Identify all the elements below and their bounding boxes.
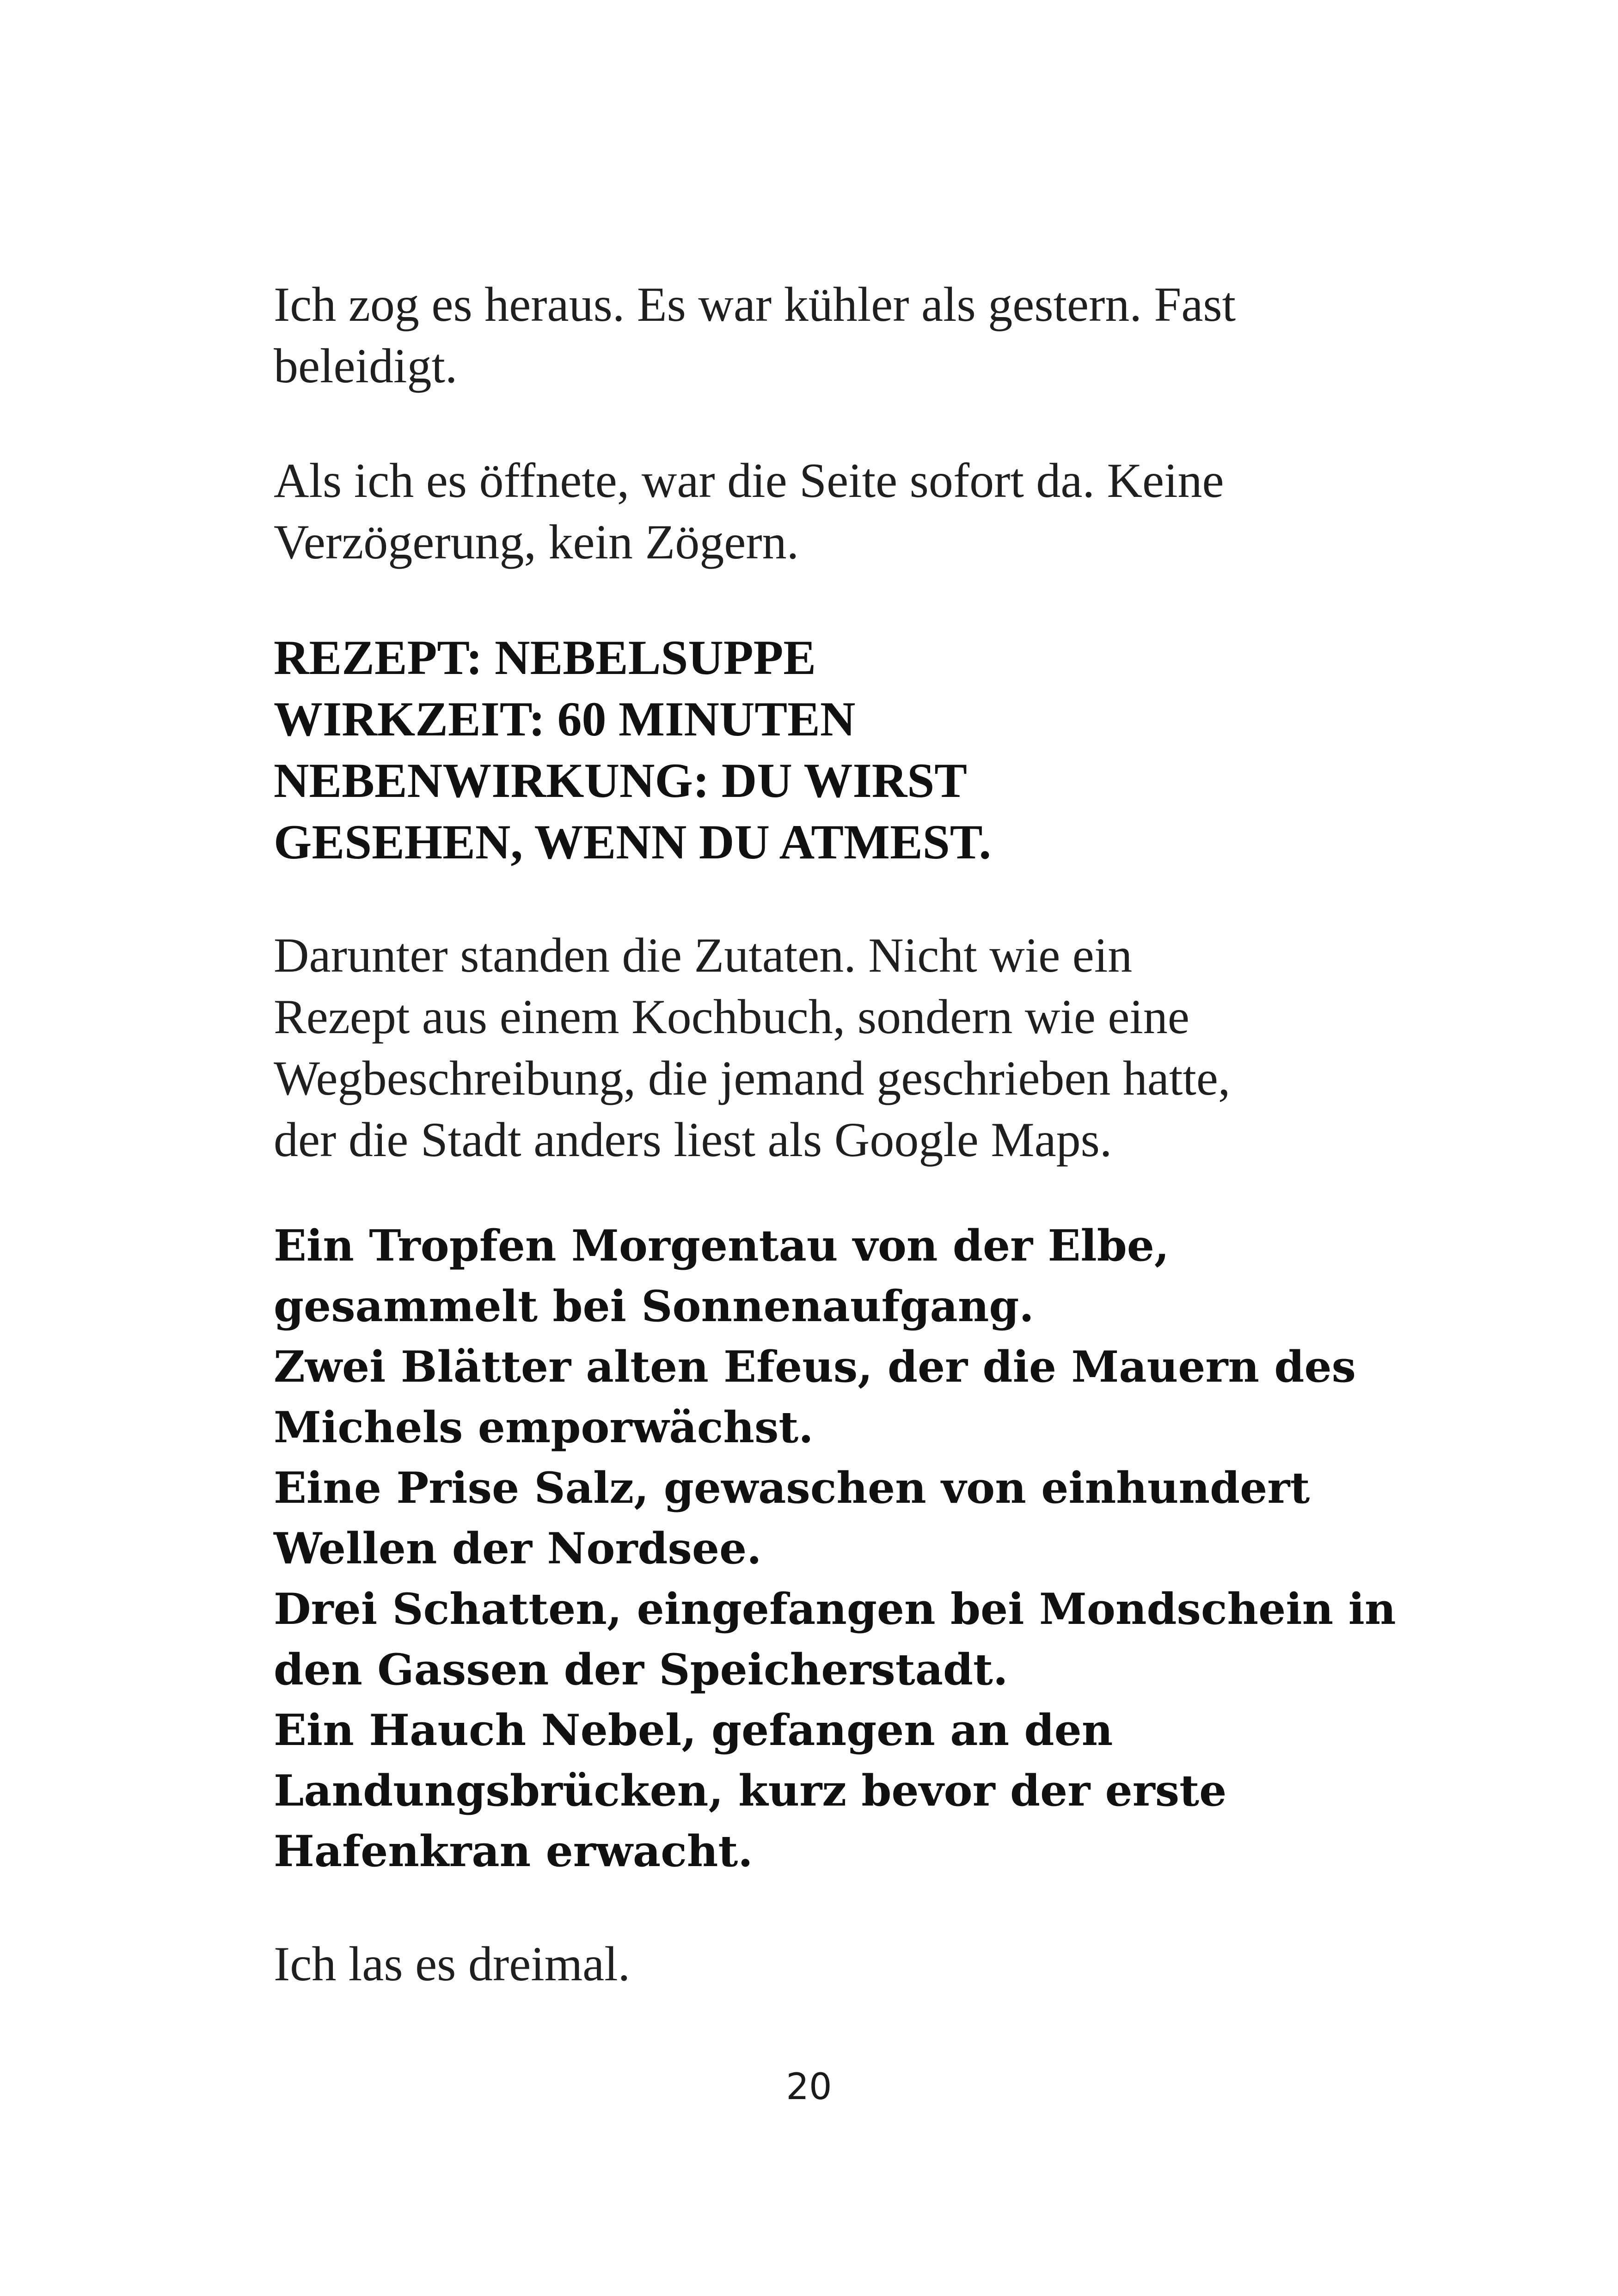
recipe-header — [274, 627, 1392, 873]
ingredient-line: Ein Hauch Nebel, gefangen an den — [274, 1705, 1113, 1755]
text-line: Ich las es dreimal. — [274, 1937, 631, 1991]
recipe-duration: WIRKZEIT: 60 MINUTEN — [274, 692, 856, 746]
text-line: Als ich es öffnete, war die Seite sofort da. Keine — [274, 453, 1224, 508]
ingredient-line: Drei Schatten, eingefangen bei Mondschein in — [274, 1584, 1396, 1634]
ingredient-line: gesammelt bei Sonnenaufgang. — [274, 1281, 1034, 1331]
ingredient-line: Zwei Blätter alten Efeus, der die Mauern des — [274, 1341, 1356, 1392]
page-number: 20 — [786, 2066, 832, 2108]
ingredient-line: Wellen der Nordsee. — [274, 1523, 762, 1574]
ingredient-line: Hafenkran erwacht. — [274, 1826, 753, 1876]
ingredient-line: Michels emporwächst. — [274, 1402, 814, 1452]
paragraph-closing — [274, 1933, 1392, 1995]
ingredient-line: Landungsbrücken, kurz bevor der erste — [274, 1765, 1227, 1816]
paragraph-opening-book — [274, 450, 1392, 573]
ingredients-list — [274, 1215, 1396, 1881]
paragraph-ingredients-intro — [274, 925, 1392, 1170]
text-line: Ich zog es heraus. Es war kühler als gestern. Fast — [274, 277, 1236, 331]
ingredient-line: Ein Tropfen Morgentau von der Elbe, — [274, 1220, 1170, 1271]
text-line: beleidigt. — [274, 339, 458, 393]
text-line: der die Stadt anders liest als Google Maps. — [274, 1113, 1112, 1167]
recipe-side-effect-cont: GESEHEN, WENN DU ATMEST. — [274, 815, 992, 869]
text-line: Darunter standen die Zutaten. Nicht wie ein — [274, 928, 1133, 982]
text-line: Rezept aus einem Kochbuch, sondern wie eine — [274, 990, 1189, 1044]
ingredient-line: den Gassen der Speicherstadt. — [274, 1644, 1008, 1695]
ingredient-line: Eine Prise Salz, gewaschen von einhundert — [274, 1463, 1310, 1513]
text-line: Verzögerung, kein Zögern. — [274, 515, 799, 569]
text-line: Wegbeschreibung, die jemand geschrieben hatte, — [274, 1051, 1231, 1105]
recipe-title: REZEPT: NEBELSUPPE — [274, 631, 816, 685]
recipe-side-effect: NEBENWIRKUNG: DU WIRST — [274, 753, 967, 808]
paragraph-opening — [274, 274, 1392, 397]
